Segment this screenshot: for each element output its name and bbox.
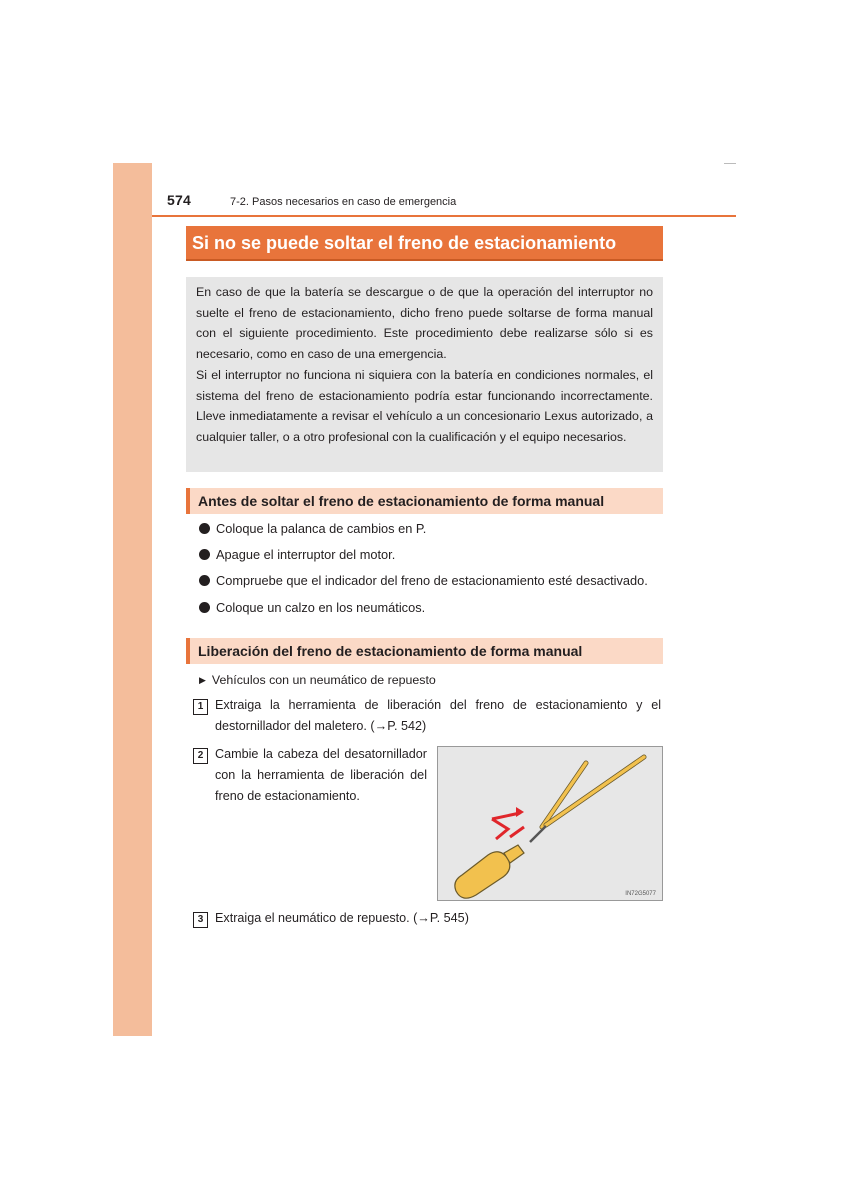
- vehicle-note: ▶ Vehículos con un neumático de repuesto: [199, 673, 436, 687]
- section-title: Si no se puede soltar el freno de estacionamiento: [186, 226, 663, 261]
- page-number: 574: [167, 192, 191, 208]
- bullet-dot-icon: [199, 549, 210, 560]
- triangle-right-icon: ▶: [199, 675, 206, 685]
- bullet-dot-icon: [199, 575, 210, 586]
- subheading-manual-release: Liberación del freno de estacionamiento de forma manual: [186, 638, 663, 664]
- chapter-side-tab: [113, 163, 152, 1036]
- bullet-item: Compruebe que el indicador del freno de estacionamiento esté desactivado.: [199, 573, 648, 589]
- step-number-box: 3: [193, 912, 208, 928]
- header-rule: [152, 215, 736, 217]
- bullet-dot-icon: [199, 602, 210, 613]
- corner-crop-mark: [724, 163, 736, 164]
- screwdriver-diagram: [438, 747, 662, 900]
- running-head: 7-2. Pasos necesarios en caso de emergencia: [230, 196, 457, 208]
- intro-paragraph: En caso de que la batería se descargue o de que la operación del interruptor no suelte el freno de estacionamiento, dicho freno puede soltarse de forma manual con el siguiente procedimiento. Este procedimiento debe realizarse sólo si es necesario, como en caso de una emergencia.: [196, 285, 653, 362]
- step-number-box: 1: [193, 699, 208, 715]
- screwdriver-illustration: [437, 746, 663, 901]
- step-text: Extraiga la herramienta de liberación del freno de estacionamiento y el destornillador del maletero. (→P. 542): [215, 698, 661, 733]
- step-number-box: 2: [193, 748, 208, 764]
- figure-code: IN72G5077: [625, 891, 656, 897]
- intro-box: [186, 277, 663, 472]
- step-text: Extraiga el neumático de repuesto. (→P. 545): [215, 911, 469, 925]
- bullet-item: Apague el interruptor del motor.: [199, 547, 395, 563]
- subheading-before-release: Antes de soltar el freno de estacionamiento de forma manual: [186, 488, 663, 514]
- bullet-dot-icon: [199, 523, 210, 534]
- bullet-item: Coloque la palanca de cambios en P.: [199, 521, 426, 537]
- step-text: Cambie la cabeza del desatornillador con la herramienta de liberación del freno de estacionamiento.: [215, 747, 427, 803]
- bullet-item: Coloque un calzo en los neumáticos.: [199, 600, 425, 616]
- intro-paragraph: Si el interruptor no funciona ni siquiera con la batería en condiciones normales, el sistema del freno de estacionamiento podría estar funcionando incorrectamente. Lleve inmediatamente a revisar el vehículo a un concesionario Lexus autorizado, a cualquier taller, o a otro profesional con la cualificación y el equipo necesarios.: [196, 367, 653, 444]
